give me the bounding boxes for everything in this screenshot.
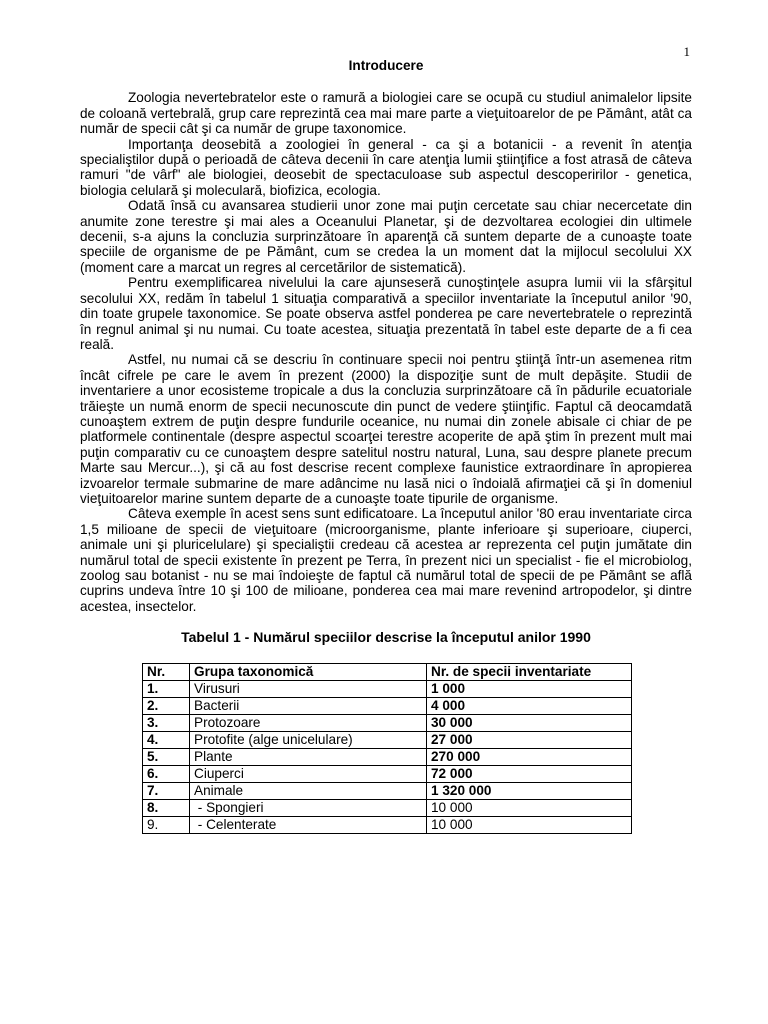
cell-nr: 6.	[143, 765, 190, 782]
cell-count: 10 000	[427, 799, 632, 816]
cell-count: 30 000	[427, 714, 632, 731]
cell-group: Virusuri	[190, 680, 427, 697]
table-row	[143, 765, 632, 782]
cell-nr: 4.	[143, 731, 190, 748]
header-count: Nr. de specii inventariate	[427, 663, 632, 680]
table-row	[143, 816, 632, 833]
cell-nr: 5.	[143, 748, 190, 765]
paragraph: Pentru exemplificarea nivelului la care ajunseseră cunoştinţele asupra lumii vii la sfârşitul secolului XX, redăm în tabelul 1 situaţia comparativă a speciilor inventariate la începutul anilor '90, din toate grupele taxonomice. Se poate observa astfel ponderea pe care nevertebratele o reprezintă în regnul animal şi nu numai. Cu toate acestea, situaţia prezentată în tabel este departe de a fi cea reală.	[80, 275, 692, 352]
cell-group: - Celenterate	[190, 816, 427, 833]
cell-count: 270 000	[427, 748, 632, 765]
cell-group: Bacterii	[190, 697, 427, 714]
cell-group: Protofite (alge unicelulare)	[190, 731, 427, 748]
cell-group: Ciuperci	[190, 765, 427, 782]
cell-count: 1 000	[427, 680, 632, 697]
table-row	[143, 782, 632, 799]
cell-group: Protozoare	[190, 714, 427, 731]
header-nr: Nr.	[143, 663, 190, 680]
table-caption: Tabelul 1 - Numărul speciilor descrise la începutul anilor 1990	[181, 629, 591, 646]
cell-count: 4 000	[427, 697, 632, 714]
cell-count: 1 320 000	[427, 782, 632, 799]
cell-count: 10 000	[427, 816, 632, 833]
header-group: Grupa taxonomică	[190, 663, 427, 680]
cell-count: 72 000	[427, 765, 632, 782]
table-row	[143, 714, 632, 731]
cell-group: - Spongieri	[190, 799, 427, 816]
table-header-row	[143, 663, 632, 680]
table-row	[143, 697, 632, 714]
paragraph: Zoologia nevertebratelor este o ramură a biologiei care se ocupă cu studiul animalelor lipsite de coloană vertebrală, grup care reprezintă cea mai mare parte a vieţuitoarelor de pe Pământ, atât ca număr de specii cât şi ca număr de grupe taxonomice.	[80, 90, 692, 137]
table-row	[143, 731, 632, 748]
cell-count: 27 000	[427, 731, 632, 748]
cell-nr: 3.	[143, 714, 190, 731]
cell-nr: 8.	[143, 799, 190, 816]
cell-nr: 2.	[143, 697, 190, 714]
cell-group: Plante	[190, 748, 427, 765]
document-body	[80, 58, 692, 834]
cell-nr: 9.	[143, 816, 190, 833]
cell-nr: 1.	[143, 680, 190, 697]
table-row	[143, 680, 632, 697]
paragraph: Câteva exemple în acest sens sunt edificatoare. La începutul anilor '80 erau inventariate circa 1,5 milioane de specii de vieţuitoare (microorganisme, plante inferioare şi superioare, ciuperci, animale uni şi pluricelulare) şi specialiştii credeau că acestea ar reprezenta cel puţin jumătate din numărul total de specii existente în prezent pe Terra, în prezent nici un specialist - fie el microbiolog, zoolog sau botanist - nu se mai îndoieşte de faptul că numărul total de specii de pe Pământ se află cuprins undeva între 10 şi 100 de milioane, ponderea cea mai mare revenind artropodelor, şi dintre acestea, insectelor.	[80, 506, 692, 614]
document-title: Introducere	[348, 58, 424, 73]
paragraph: Odată însă cu avansarea studierii unor zone mai puţin cercetate sau chiar necercetate din anumite zone terestre şi mai ales a Oceanului Planetar, şi de dezvoltarea ecologiei din ultimele decenii, s-a ajuns la concluzia surprinzătoare în aparenţă că suntem departe de a cunoaşte toate speciile de organisme de pe Pământ, cum se credea la un moment dat la mijlocul secolului XX (moment care a marcat un regres al cercetărilor de sistematică).	[80, 198, 692, 275]
table-row	[143, 748, 632, 765]
page-number: 1	[683, 44, 690, 59]
table-row	[143, 799, 632, 816]
cell-nr: 7.	[143, 782, 190, 799]
paragraph: Astfel, nu numai că se descriu în continuare specii noi pentru ştiinţă într-un asemenea ritm încât cifrele pe care le avem în prezent (2000) la dispoziţie sunt de mult depăşite. Studii de inventariere a unor ecosisteme tropicale a dus la concluzia surprinzătoare că în pădurile ecuatoriale trăieşte un numă enorm de specii necunoscute din punct de vedere ştiinţific. Faptul că deocamdată cunoaştem extrem de puţin despre fundurile oceanice, nu numai din zonele abisale ci chiar de pe platformele continentale (despre aspectul scoarţei terestre acoperite de apă ştim în prezent mult mai puţin comparativ cu ce cunoaştem despre satelitul nostru natural, Luna, sau despre planete precum Marte sau Mercur...), şi că au fost descrise recent complexe faunistice extraordinare în apropierea izvoarelor termale submarine de mare adâncime nu lasă nici o îndoială afirmaţiei că şi în domeniul vieţuitoarelor marine suntem departe de a cunoaşte toate tipurile de organisme.	[80, 352, 692, 506]
cell-group: Animale	[190, 782, 427, 799]
species-table	[142, 663, 632, 834]
paragraph: Importanţa deosebită a zoologiei în general - ca şi a botanicii - a revenit în atenţia specialiştilor după o perioadă de câteva decenii în care atenţia lumii ştiinţifice a fost atrasă de câteva ramuri "de vârf" ale biologiei, deosebit de spectaculoase sub aspectul descoperirilor - genetica, biologia celulară şi moleculară, biofizica, ecologia.	[80, 136, 692, 198]
